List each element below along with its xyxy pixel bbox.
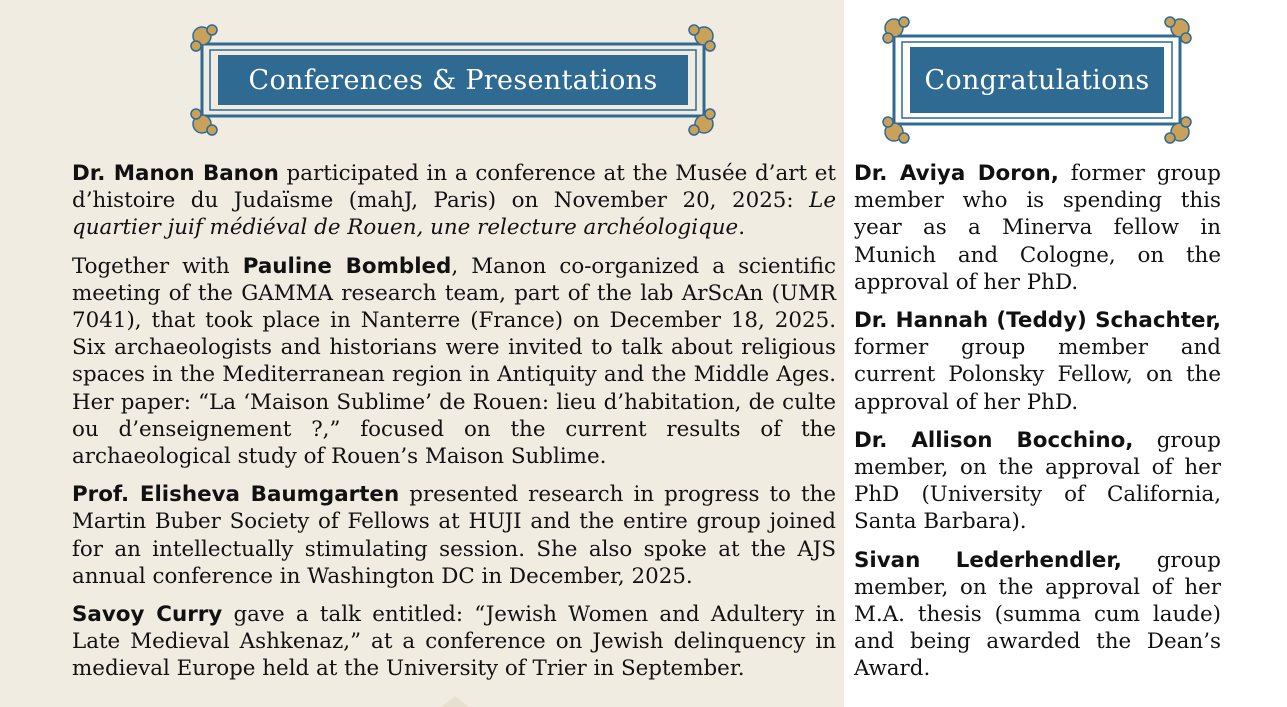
- conferences-column: [72, 160, 836, 694]
- conference-paragraph: Together with Pauline Bombled, Manon co-organized a scientific meeting of the GAMMA research team, part of the lab ArScAn (UMR 7041), that took place in Nanterre (France) on December 18, 2025. Six archaeologists and historians were invited to talk about religious spaces in the Mediterranean region in Antiquity and the Middle Ages. Her paper: “La ‘Maison Sublime’ de Rouen: lieu d’habitation, de culte ou d’enseignement ?,” focused on the current results of the archaeological study of Rouen’s Maison Sublime.: [72, 253, 836, 470]
- conferences-banner: [190, 22, 716, 138]
- banner-title: Conferences & Presentations: [248, 64, 658, 96]
- conference-paragraph: Savoy Curry gave a talk entitled: “Jewish Women and Adultery in Late Medieval Ashkenaz,” at a conference on Jewish delinquency in medieval Europe held at the University of Trier in September.: [72, 602, 836, 682]
- congratulations-paragraph: Dr. Aviya Doron, former group member who is spending this year as a Minerva fellow in Munich and Cologne, on the approval of her PhD.: [854, 161, 1221, 295]
- congratulations-paragraph: Dr. Allison Bocchino, group member, on the approval of her PhD (University of California, Santa Barbara).: [854, 427, 1221, 535]
- conference-paragraph: Dr. Manon Banon participated in a conference at the Musée d’art et d’histoire du Judaïsme (mahJ, Paris) on November 20, 2025: Le quartier juif médiéval de Rouen, une relecture archéologique.: [72, 161, 836, 241]
- banner-title: Congratulations: [924, 64, 1150, 96]
- congratulations-paragraph: Sivan Lederhendler, group member, on the approval of her M.A. thesis (summa cum laude) and being awarded the Dean’s Award.: [854, 547, 1221, 682]
- decorative-triangle-icon: [441, 696, 469, 707]
- congratulations-paragraph: Dr. Hannah (Teddy) Schachter, former group member and current Polonsky Fellow, on the approval of her PhD.: [854, 308, 1221, 415]
- congratulations-column: [854, 160, 1221, 694]
- conference-paragraph: Prof. Elisheva Baumgarten presented research in progress to the Martin Buber Society of Fellows at HUJI and the entire group joined for an intellectually stimulating session. She also spoke at the AJS annual conference in Washington DC in December, 2025.: [72, 482, 836, 589]
- congratulations-banner: [882, 14, 1192, 146]
